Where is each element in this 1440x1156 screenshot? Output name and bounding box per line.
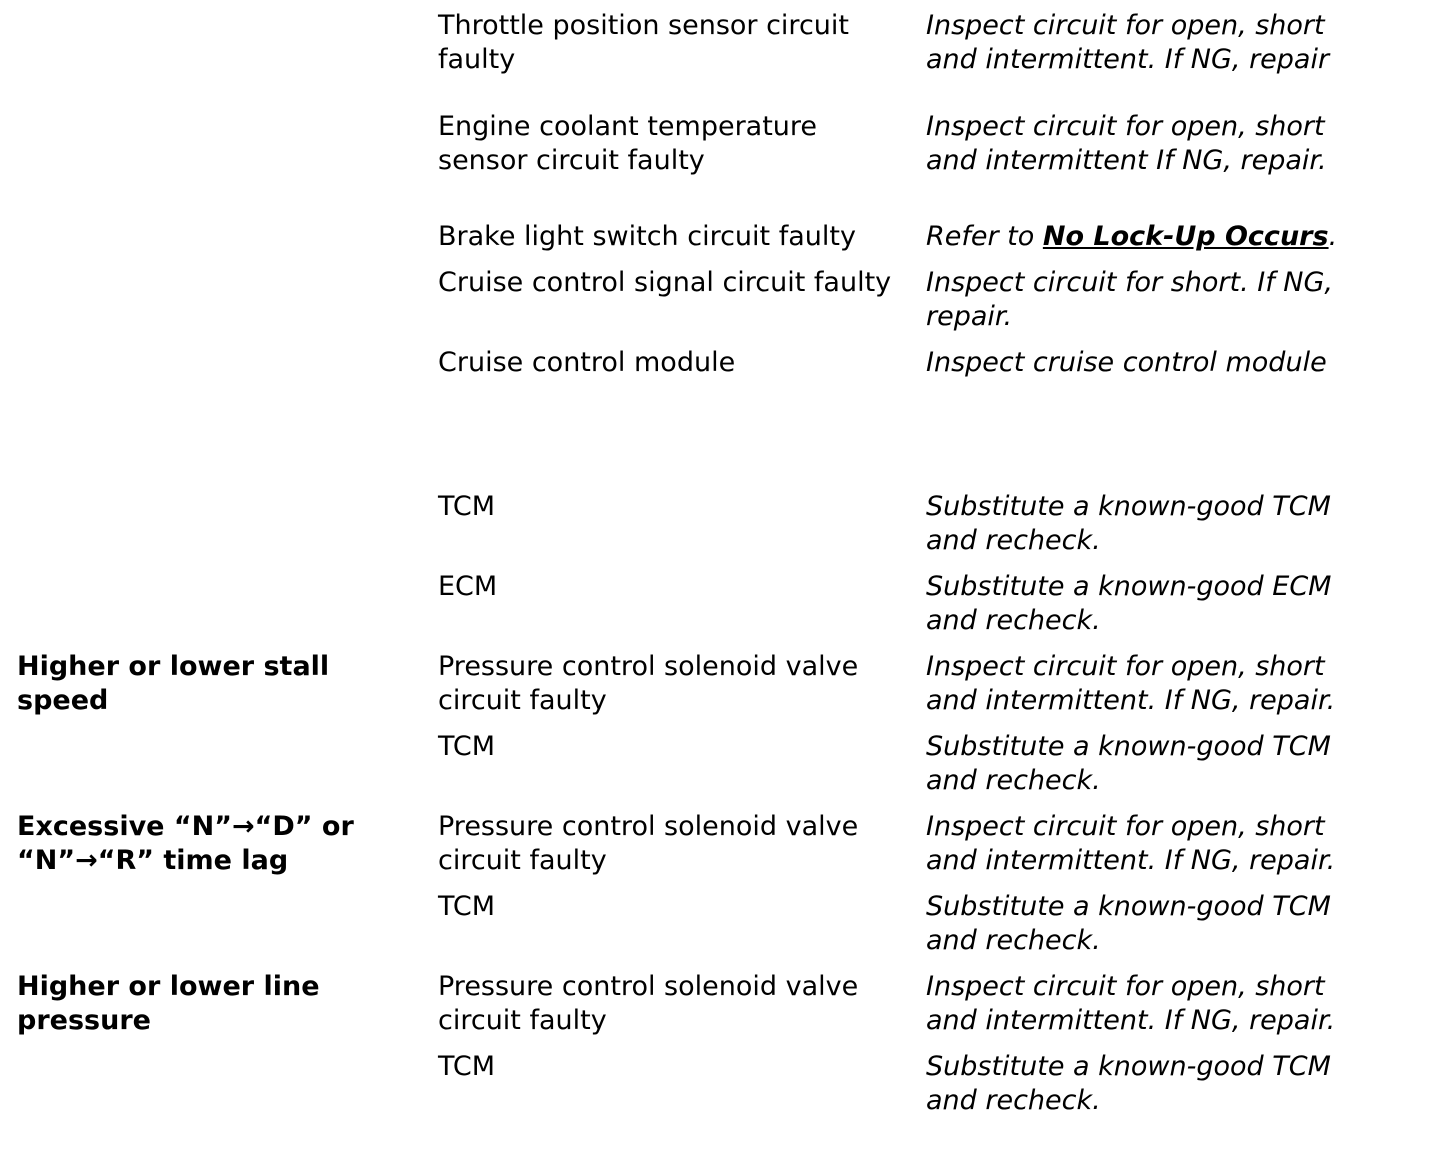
row-9-condition	[17, 810, 417, 878]
fix-line: and intermittent. If NG, repair.	[926, 685, 1336, 716]
fix-line: Inspect cruise control module	[926, 347, 1327, 378]
row-1-cause	[438, 110, 918, 178]
cause-line: Brake light switch circuit faulty	[438, 221, 856, 252]
fix-prefix: Refer to	[926, 221, 1043, 252]
fix-line: and recheck.	[926, 605, 1101, 636]
row-12-fix	[926, 1050, 1426, 1118]
fix-line: and recheck.	[926, 1085, 1101, 1116]
row-11-condition	[17, 970, 417, 1038]
fix-line: Inspect circuit for open, short	[926, 651, 1325, 682]
fix-line: repair.	[926, 301, 1013, 332]
row-2-cause	[438, 220, 918, 254]
condition-line: Higher or lower stall	[17, 651, 330, 682]
row-5-fix	[926, 490, 1426, 558]
cause-line: TCM	[438, 1051, 496, 1082]
fix-line: Substitute a known-good TCM	[926, 891, 1331, 922]
fix-suffix: .	[1328, 221, 1338, 252]
row-9-fix	[926, 810, 1426, 878]
row-6-cause	[438, 570, 918, 604]
row-4-fix	[926, 346, 1426, 380]
fix-line: and intermittent If NG, repair.	[926, 145, 1327, 176]
no-lock-up-occurs-link[interactable]: No Lock-Up Occurs	[1042, 221, 1329, 252]
row-3-cause	[438, 266, 918, 300]
cause-line: faulty	[438, 44, 516, 75]
fix-line: Inspect circuit for open, short	[926, 111, 1325, 142]
row-7-fix	[926, 650, 1426, 718]
row-9-cause	[438, 810, 918, 878]
row-0-fix	[926, 9, 1426, 77]
row-2-fix	[926, 220, 1426, 254]
cause-line: Throttle position sensor circuit	[438, 10, 849, 41]
cause-line: Cruise control module	[438, 347, 736, 378]
cause-line: Pressure control solenoid valve	[438, 971, 859, 1002]
cause-line: Pressure control solenoid valve	[438, 811, 859, 842]
row-7-cause	[438, 650, 918, 718]
row-10-cause	[438, 890, 918, 924]
row-8-cause	[438, 730, 918, 764]
row-11-cause	[438, 970, 918, 1038]
fix-line: and intermittent. If NG, repair	[926, 44, 1330, 75]
cause-line: Engine coolant temperature	[438, 111, 818, 142]
fix-line: and recheck.	[926, 525, 1101, 556]
row-6-fix	[926, 570, 1426, 638]
cause-line: circuit faulty	[438, 685, 607, 716]
fix-line: Inspect circuit for open, short	[926, 10, 1325, 41]
cause-line: ECM	[438, 571, 498, 602]
row-12-cause	[438, 1050, 918, 1084]
cause-line: TCM	[438, 891, 496, 922]
cause-line: TCM	[438, 491, 496, 522]
row-3-fix	[926, 266, 1426, 334]
fix-line: Substitute a known-good ECM	[926, 571, 1332, 602]
fix-line: Inspect circuit for short. If NG,	[926, 267, 1333, 298]
cause-line: TCM	[438, 731, 496, 762]
row-0-cause	[438, 9, 918, 77]
row-11-fix	[926, 970, 1426, 1038]
row-7-condition	[17, 650, 417, 718]
cause-line: circuit faulty	[438, 845, 607, 876]
condition-line: Higher or lower line	[17, 971, 320, 1002]
condition-line: “N”→“R” time lag	[17, 845, 289, 876]
fix-line: Substitute a known-good TCM	[926, 491, 1331, 522]
condition-line: Excessive “N”→“D” or	[17, 811, 354, 842]
fix-line: Inspect circuit for open, short	[926, 971, 1325, 1002]
fix-line: and intermittent. If NG, repair.	[926, 1005, 1336, 1036]
row-8-fix	[926, 730, 1426, 798]
fix-line: and intermittent. If NG, repair.	[926, 845, 1336, 876]
fix-line: Substitute a known-good TCM	[926, 731, 1331, 762]
row-1-fix	[926, 110, 1426, 178]
fix-line: Inspect circuit for open, short	[926, 811, 1325, 842]
cause-line: circuit faulty	[438, 1005, 607, 1036]
cause-line: Cruise control signal circuit faulty	[438, 267, 892, 298]
cause-line: Pressure control solenoid valve	[438, 651, 859, 682]
row-10-fix	[926, 890, 1426, 958]
cause-line: sensor circuit faulty	[438, 145, 705, 176]
fix-line: Substitute a known-good TCM	[926, 1051, 1331, 1082]
row-5-cause	[438, 490, 918, 524]
fix-line: and recheck.	[926, 765, 1101, 796]
row-4-cause	[438, 346, 918, 380]
fix-line: and recheck.	[926, 925, 1101, 956]
condition-line: pressure	[17, 1005, 151, 1036]
condition-line: speed	[17, 685, 109, 716]
